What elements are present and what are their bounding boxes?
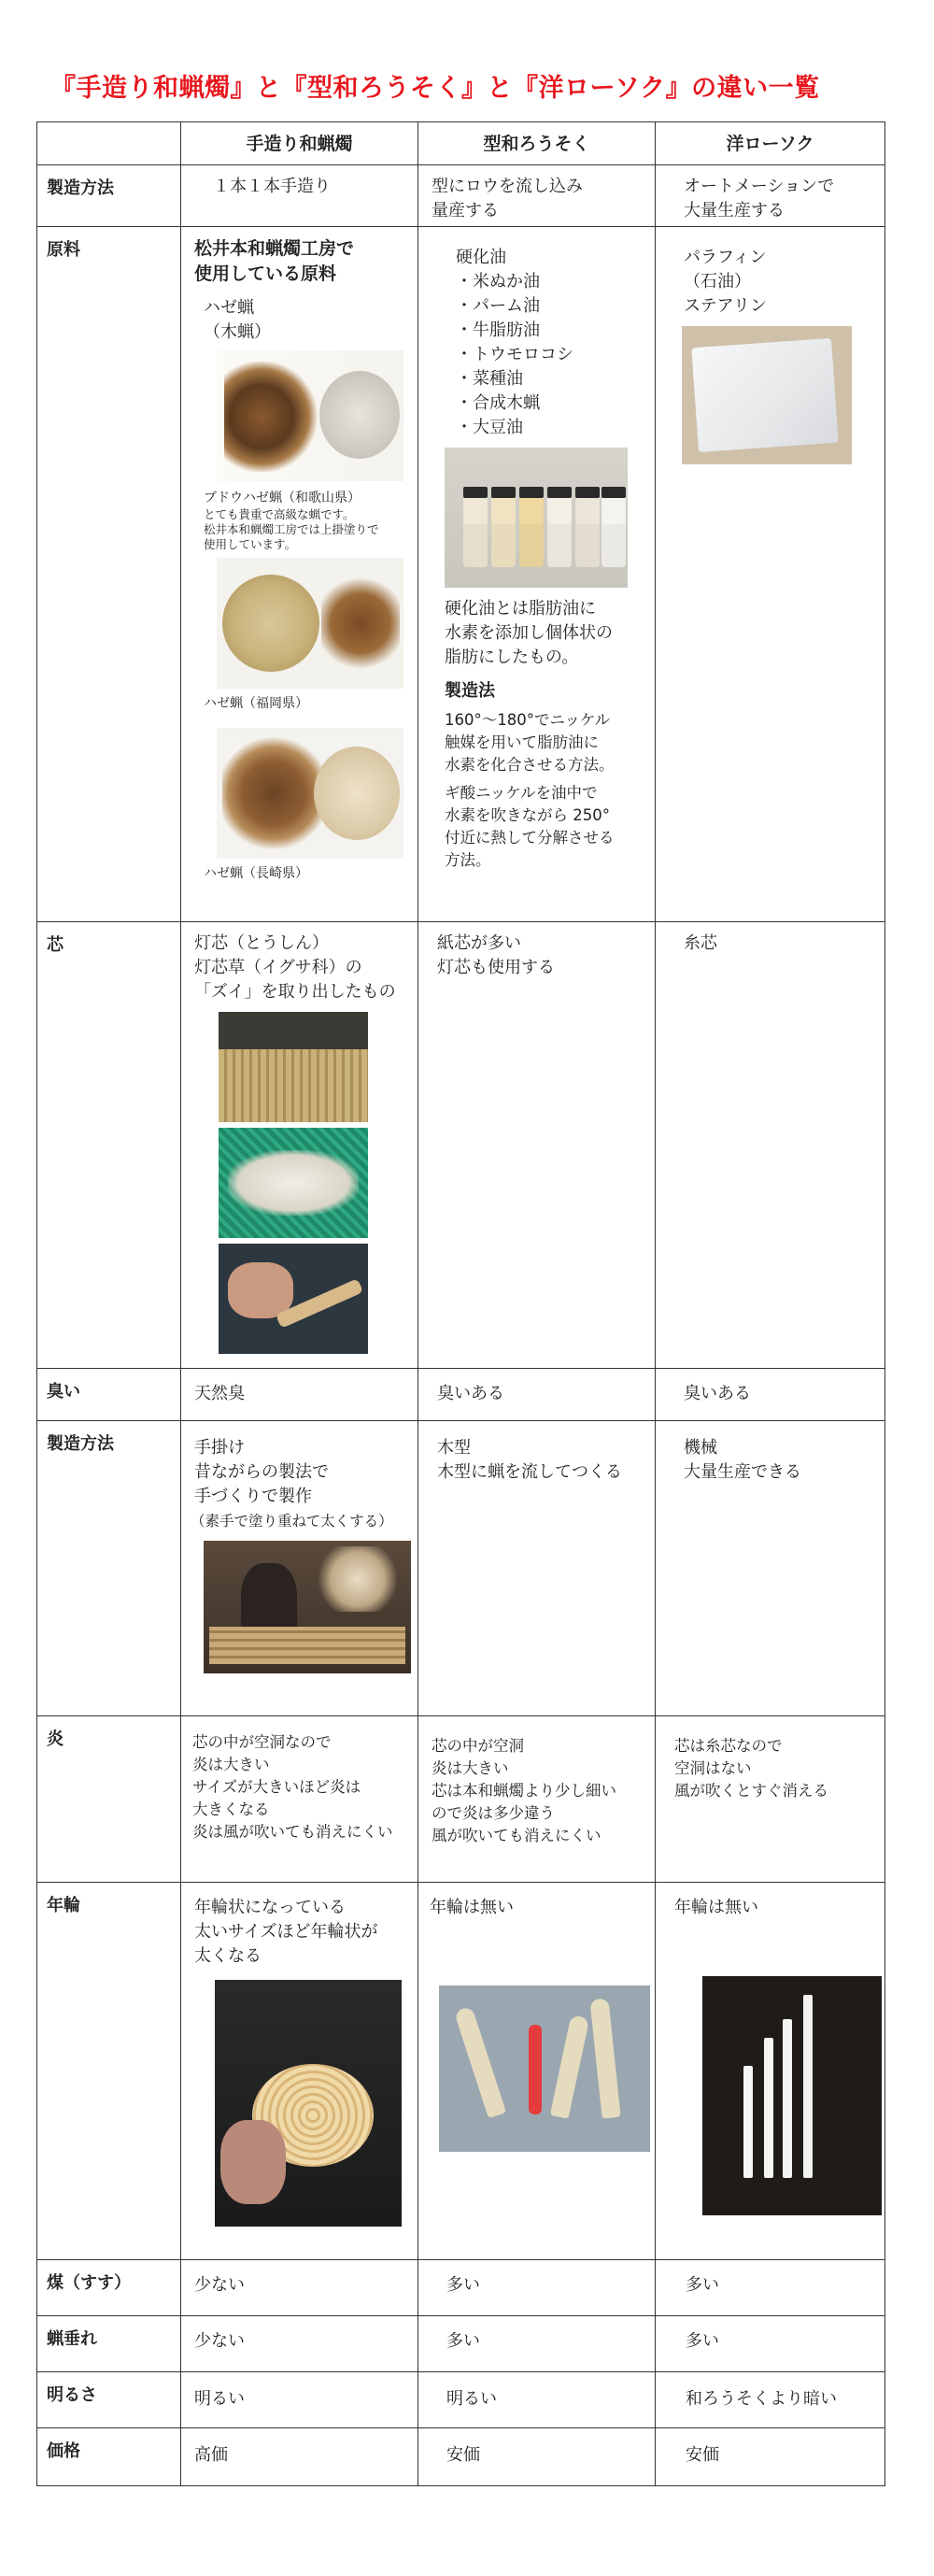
row-label: 製造方法 (37, 165, 181, 227)
wick-winding-photo (219, 1244, 368, 1354)
cell-text: 多い (446, 2275, 480, 2295)
method-text: 水素を吹きながら 250° (445, 806, 610, 824)
cell-text: 木型に蝋を流してつくる (437, 1462, 622, 1482)
cell-text: 多い (686, 2275, 719, 2295)
row-label: 煤（すす） (37, 2260, 181, 2316)
cell-text: 昔ながらの製法で (194, 1462, 329, 1482)
cell-handmade (181, 1883, 418, 2260)
col-header-molded: 型和ろうそく (418, 122, 656, 165)
cell-text: オートメーションで (684, 177, 835, 196)
cell-molded (418, 227, 656, 922)
cell-western (656, 2428, 885, 2486)
cell-molded (418, 1716, 656, 1883)
cell-western (656, 165, 885, 227)
oil-item: 硬化油 (456, 248, 506, 267)
row-drip (37, 2316, 885, 2372)
corner-cell (37, 122, 181, 165)
cell-western (656, 1716, 885, 1883)
cell-text: 硬化油とは脂肪油に (445, 599, 596, 619)
cell-text: （石油） (684, 272, 751, 292)
cell-text: １本１本手造り (213, 177, 331, 196)
cell-text: 年輪状になっている (194, 1898, 346, 1917)
hydrogenated-oil-jars-photo (445, 448, 628, 588)
cell-text: 芯の中が空洞 (432, 1737, 524, 1755)
cell-text: 灯芯草（イグサ科）の (194, 958, 362, 977)
row-flame (37, 1716, 885, 1883)
cell-text: ステアリン (684, 296, 767, 316)
cell-western (656, 2372, 885, 2428)
row-price (37, 2428, 885, 2486)
cell-text: 炎は大きい (192, 1756, 270, 1773)
cell-text: 量産する (432, 201, 499, 221)
cell-text: 風が吹くとすぐ消える (674, 1782, 828, 1800)
photo-note: とても貴重で高級な蝋です。 (204, 507, 355, 521)
cell-text: 芯は糸芯なので (674, 1737, 783, 1755)
row-smell (37, 1369, 885, 1421)
oil-item: ・トウモロコシ (456, 345, 573, 364)
rush-pith-photo (219, 1128, 368, 1238)
cell-western (656, 1369, 885, 1421)
cell-molded (418, 1421, 656, 1716)
fukuoka-haze-wax-photo (217, 558, 403, 689)
wick-bundles-photo (219, 1012, 368, 1122)
cell-text: 安価 (446, 2445, 480, 2465)
cell-handmade (181, 2372, 418, 2428)
cell-text: 機械 (684, 1438, 717, 1458)
col-header-western: 洋ローソク (656, 122, 885, 165)
cell-molded (418, 2260, 656, 2316)
cell-handmade (181, 2260, 418, 2316)
row-material (37, 227, 885, 922)
cell-text: 炎は風が吹いても消えにくい (192, 1823, 393, 1841)
row-label: 炎 (37, 1716, 181, 1883)
cell-text: 少ない (194, 2331, 245, 2351)
cell-text: 手掛け (194, 1438, 245, 1458)
cell-molded (418, 922, 656, 1369)
cell-western (656, 1883, 885, 2260)
cell-molded (418, 165, 656, 227)
method-text: 水素を化合させる方法。 (445, 756, 615, 774)
row-wick (37, 922, 885, 1369)
header-row (37, 122, 885, 165)
cell-handmade (181, 2316, 418, 2372)
cell-text: 灯芯（とうしん） (194, 933, 329, 953)
row-label: 年輪 (37, 1883, 181, 2260)
cell-handmade (181, 1369, 418, 1421)
cell-western (656, 1421, 885, 1716)
col-header-handmade: 手造り和蝋燭 (181, 122, 418, 165)
cell-handmade (181, 1421, 418, 1716)
page-title: 『手造り和蝋燭』と『型和ろうそく』と『洋ローソク』の違い一覧 (50, 74, 820, 103)
oil-item: ・合成木蝋 (456, 393, 540, 413)
cell-text: 天然臭 (194, 1384, 245, 1403)
oil-item: ・菜種油 (456, 369, 523, 389)
row-label: 製造方法 (37, 1421, 181, 1716)
cell-text: 型にロウを流し込み (432, 177, 583, 196)
cell-handmade (181, 227, 418, 922)
oil-item: ・牛脂肪油 (456, 320, 540, 340)
cell-text: 芯は本和蝋燭より少し細い (432, 1782, 616, 1800)
cell-text: 太いサイズほど年輪状が (194, 1922, 378, 1942)
craftsman-photo (204, 1541, 411, 1673)
cell-molded (418, 1369, 656, 1421)
cell-handmade (181, 165, 418, 227)
cell-text: 脂肪にしたもの。 (445, 648, 579, 667)
cell-note: （素手で塗り重ねて太くする） (191, 1513, 393, 1530)
cell-text: 大きくなる (192, 1800, 270, 1818)
cell-text: 水素を添加し個体状の (445, 623, 613, 643)
cell-handmade (181, 2428, 418, 2486)
cell-text: 灯芯も使用する (437, 958, 555, 977)
cell-text: 大量生産できる (684, 1462, 801, 1482)
row-soot (37, 2260, 885, 2316)
cell-molded (418, 2372, 656, 2428)
cell-text: サイズが大きいほど炎は (192, 1778, 361, 1796)
row-method1 (37, 165, 885, 227)
cell-molded (418, 2428, 656, 2486)
method-text: 方法。 (445, 851, 491, 869)
method-text: 160°〜180°でニッケル (445, 711, 611, 729)
cell-text: 多い (446, 2331, 480, 2351)
oil-item: ・米ぬか油 (456, 272, 540, 292)
cell-text: 高価 (194, 2445, 228, 2465)
paraffin-block-photo (682, 326, 852, 464)
cell-text: 「ズイ」を取り出したもの (194, 982, 396, 1002)
cell-handmade (181, 1716, 418, 1883)
photo-caption: ブドウハゼ蝋（和歌山県） (204, 491, 361, 505)
cell-text: 年輪は無い (674, 1898, 758, 1917)
cell-text: 大量生産する (684, 201, 785, 221)
method-text: 触媒を用いて脂肪油に (445, 733, 599, 751)
row-brightness (37, 2372, 885, 2428)
cell-text: 少ない (194, 2275, 245, 2295)
cell-text: パラフィン (684, 248, 767, 267)
method-text: 付近に熱して分解させる (445, 829, 615, 847)
row-rings (37, 1883, 885, 2260)
photo-note: 松井本和蝋燭工房では上掛塗りで (204, 522, 379, 536)
western-candles-photo (702, 1976, 882, 2215)
cell-text: 多い (686, 2331, 719, 2351)
cell-text: 糸芯 (684, 933, 717, 953)
method-heading: 製造法 (445, 681, 495, 701)
cell-text: 太くなる (194, 1946, 262, 1966)
material-heading: 松井本和蝋燭工房で (194, 238, 355, 259)
cell-text: 明るい (194, 2389, 245, 2409)
molded-candles-photo (439, 1985, 650, 2152)
row-label: 原料 (37, 227, 181, 922)
cell-text: 安価 (686, 2445, 719, 2465)
cell-text: 手づくりで製作 (194, 1487, 312, 1506)
photo-note: 使用しています。 (204, 537, 297, 551)
cell-text: 和ろうそくより暗い (686, 2389, 837, 2409)
cell-western (656, 227, 885, 922)
cell-text: 明るい (446, 2389, 497, 2409)
row-label: 明るさ (37, 2372, 181, 2428)
photo-caption: ハゼ蝋（福岡県） (204, 696, 308, 711)
cell-text: ハゼ蝋 (204, 298, 254, 318)
row-label: 芯 (37, 922, 181, 1369)
cell-text: 芯の中が空洞なので (192, 1733, 332, 1751)
oil-item: ・パーム油 (456, 296, 540, 316)
photo-caption: ハゼ蝋（長崎県） (204, 866, 308, 881)
cell-handmade (181, 922, 418, 1369)
cell-text: （木蝋） (204, 322, 271, 342)
cell-text: 年輪は無い (430, 1898, 514, 1917)
row-label: 価格 (37, 2428, 181, 2486)
cell-text: 風が吹いても消えにくい (432, 1827, 601, 1844)
cell-text: 臭いある (437, 1384, 504, 1403)
row-label: 蝋垂れ (37, 2316, 181, 2372)
cell-text: 臭いある (684, 1384, 751, 1403)
row-label: 臭い (37, 1369, 181, 1421)
comparison-table (36, 121, 885, 2486)
candle-rings-photo (215, 1980, 402, 2227)
cell-western (656, 2260, 885, 2316)
nagasaki-haze-wax-photo (217, 728, 403, 859)
material-heading: 使用している原料 (194, 263, 337, 284)
cell-molded (418, 1883, 656, 2260)
cell-text: 炎は大きい (432, 1759, 509, 1777)
cell-western (656, 922, 885, 1369)
row-method2 (37, 1421, 885, 1716)
cell-text: ので炎は多少違う (432, 1804, 555, 1822)
cell-text: 木型 (437, 1438, 471, 1458)
budou-haze-wax-photo (217, 350, 403, 481)
cell-western (656, 2316, 885, 2372)
cell-molded (418, 2316, 656, 2372)
method-text: ギ酸ニッケルを油中で (445, 784, 598, 802)
cell-text: 空洞はない (674, 1759, 752, 1777)
cell-text: 紙芯が多い (437, 933, 521, 953)
oil-item: ・大豆油 (456, 418, 523, 437)
